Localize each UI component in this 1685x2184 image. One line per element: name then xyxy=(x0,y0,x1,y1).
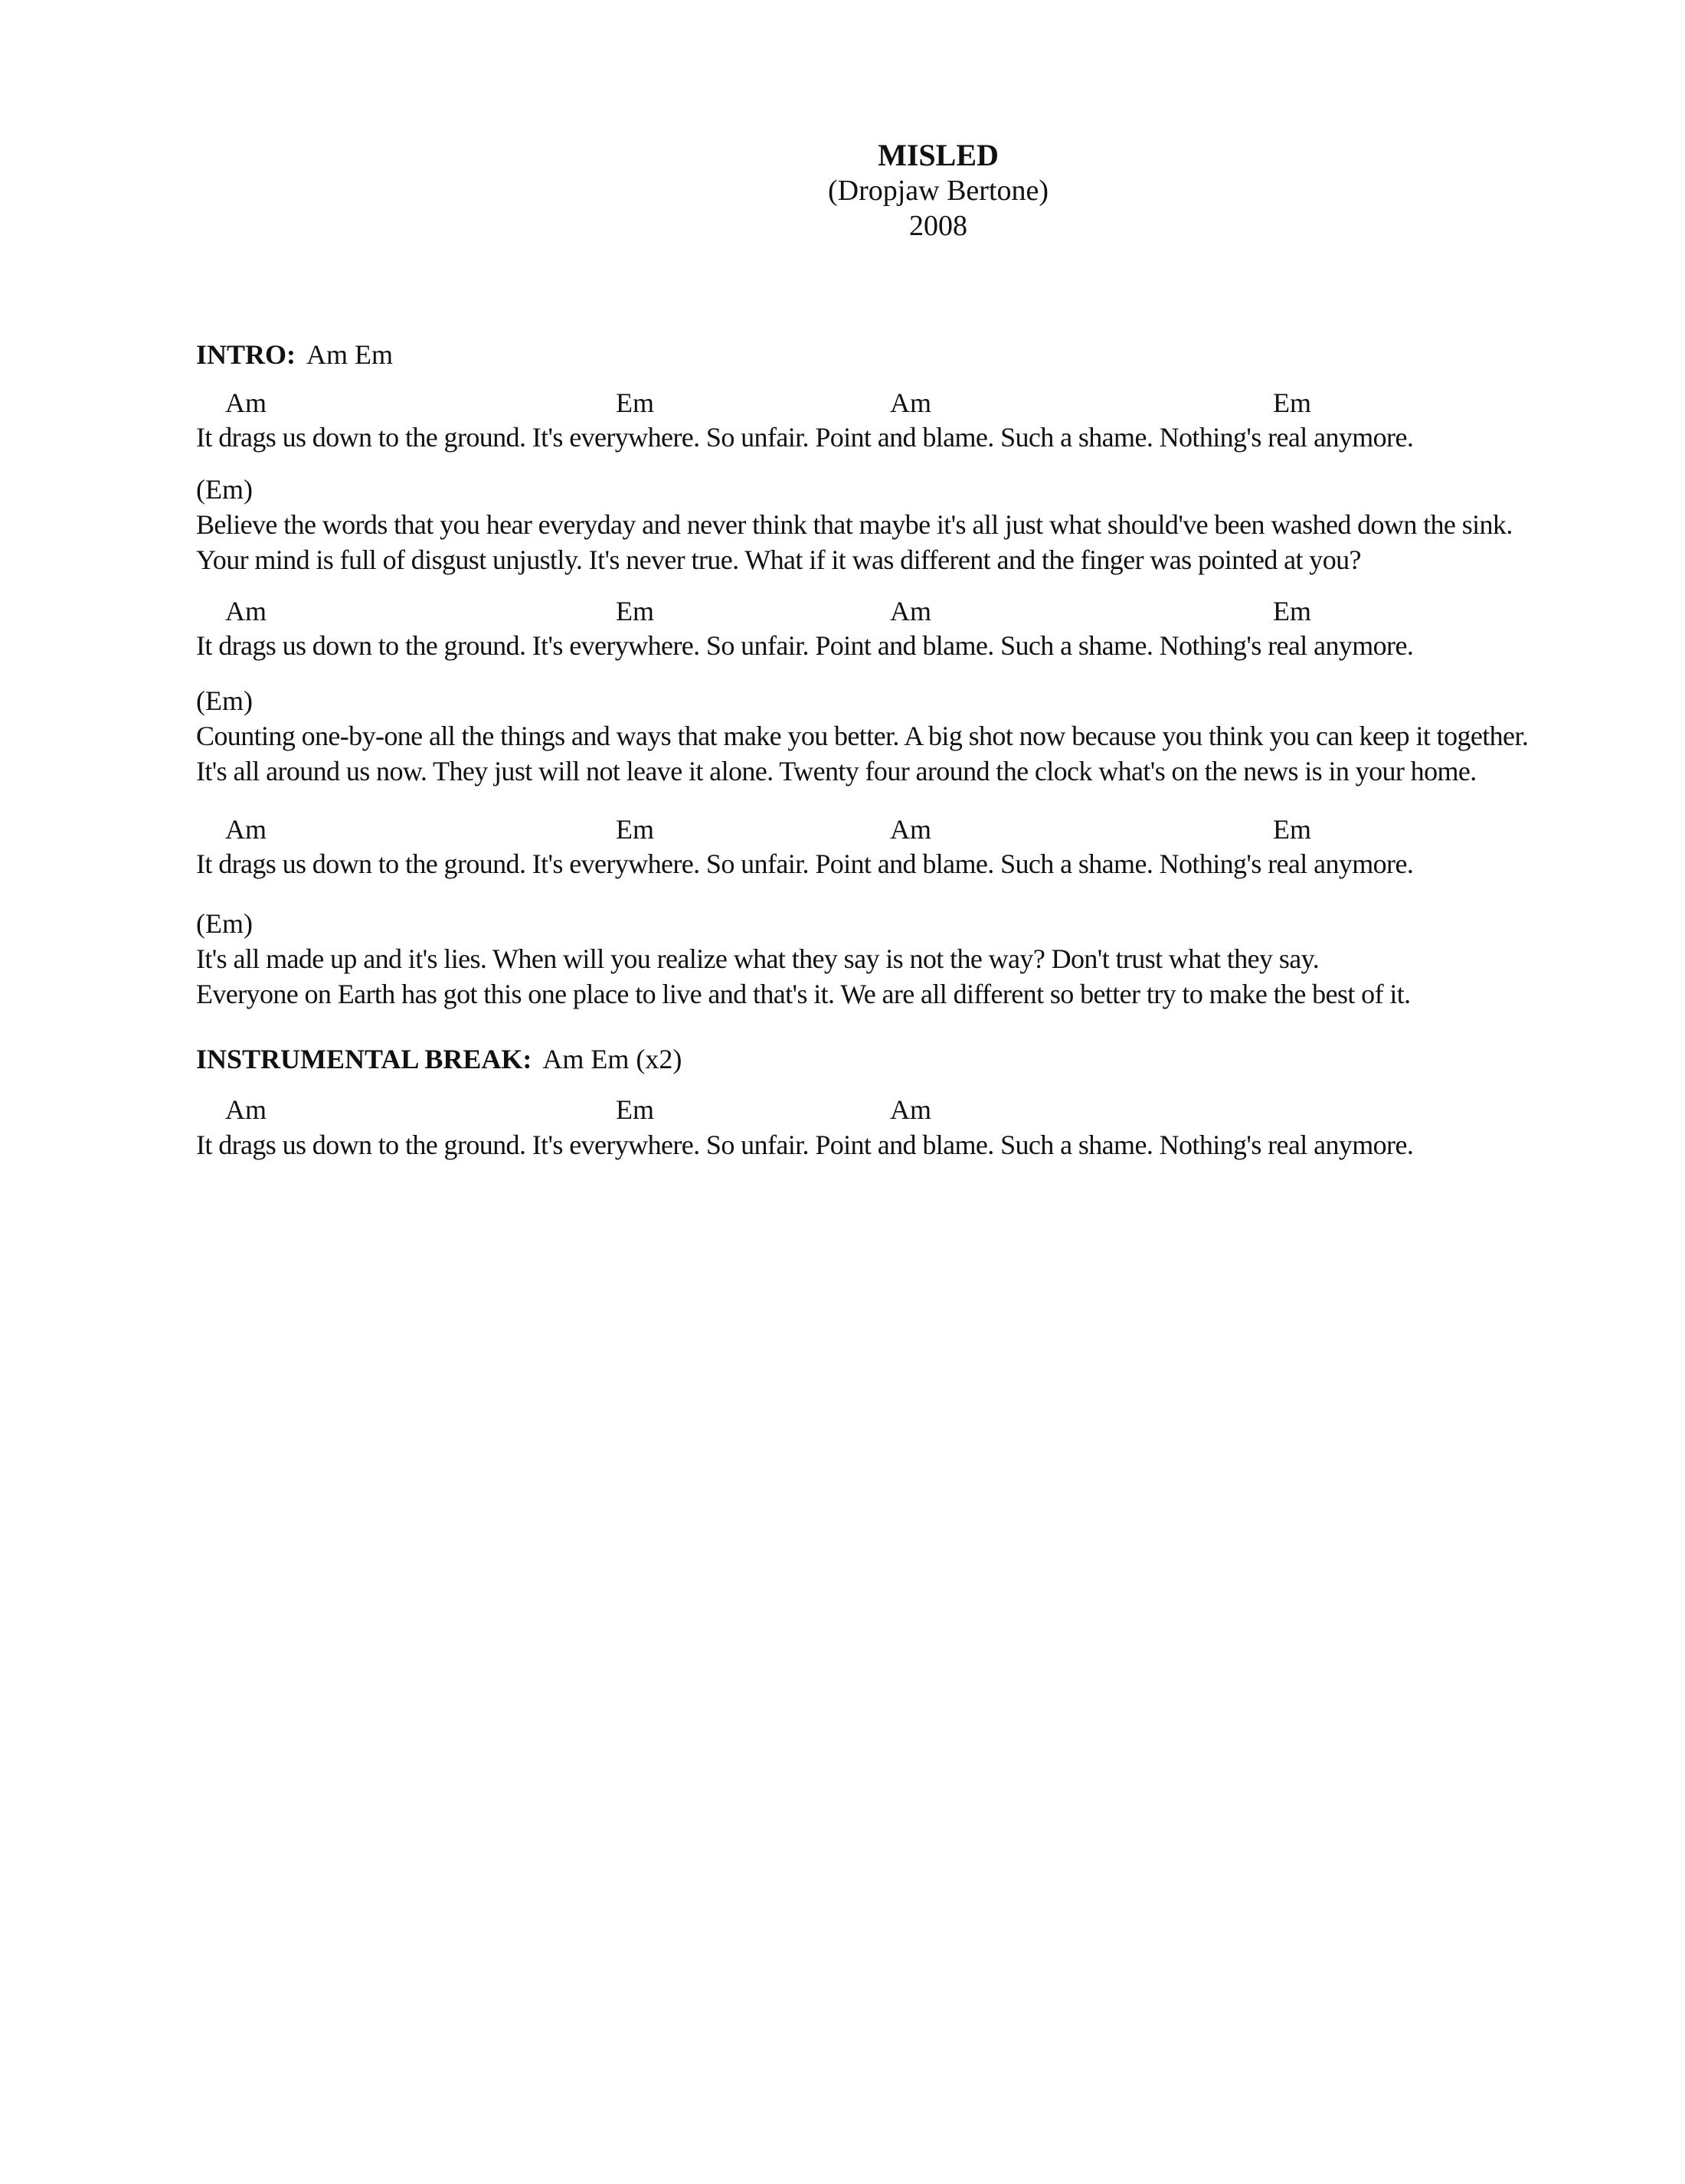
chorus-chord-row xyxy=(196,593,1674,629)
chord: Am xyxy=(225,596,267,626)
verse-lyric-line: It's all made up and it's lies. When will you realize what they say is not the way? Don't trust what they say. xyxy=(196,943,1320,974)
verse-lyric-line: Everyone on Earth has got this one place to live and that's it. We are all different so better try to make the best of it. xyxy=(196,979,1411,1009)
intro-line xyxy=(196,337,393,372)
verse-lyric-line: Your mind is full of disgust unjustly. It's never true. What if it was different and the finger was pointed at you? xyxy=(196,544,1361,575)
chord: Am xyxy=(890,387,931,418)
chorus-lyric: It drags us down to the ground. It's everywhere. So unfair. Point and blame. Such a shame. Nothing's real anymore. xyxy=(196,422,1414,453)
chord: Em xyxy=(616,596,654,626)
instrumental-line xyxy=(196,1041,682,1077)
chord: Am xyxy=(225,814,267,845)
chord: Em xyxy=(616,814,654,845)
song-header xyxy=(0,138,1685,244)
verse-chord: (Em) xyxy=(196,685,253,716)
verse-lyric-line: Believe the words that you hear everyday and never think that maybe it's all just what should've been washed down the sink. xyxy=(196,509,1513,540)
chord: Am xyxy=(890,1094,931,1125)
chorus-lyric: It drags us down to the ground. It's everywhere. So unfair. Point and blame. Such a shame. Nothing's real anymore. xyxy=(196,848,1414,879)
chord: Em xyxy=(616,387,654,418)
intro-chords: Am Em xyxy=(306,339,394,370)
song-year: 2008 xyxy=(909,210,967,242)
chord: Am xyxy=(225,387,267,418)
chord: Am xyxy=(890,596,931,626)
instrumental-label: INSTRUMENTAL BREAK: xyxy=(196,1044,532,1074)
chorus-chord-row xyxy=(196,1092,1674,1127)
chord: Em xyxy=(1273,596,1311,626)
verse-lyric-line: Counting one-by-one all the things and ways that make you better. A big shot now because you think you can keep it together. xyxy=(196,721,1529,751)
chorus-lyric: It drags us down to the ground. It's everywhere. So unfair. Point and blame. Such a shame. Nothing's real anymore. xyxy=(196,1130,1414,1160)
song-title: MISLED xyxy=(878,138,999,172)
instrumental-chords: Am Em (x2) xyxy=(542,1044,682,1074)
chord: Am xyxy=(890,814,931,845)
chorus-chord-row xyxy=(196,812,1674,847)
intro-label: INTRO: xyxy=(196,339,296,370)
verse-lyric-line: It's all around us now. They just will not leave it alone. Twenty four around the clock what's on the news is in your home. xyxy=(196,756,1477,786)
chorus-lyric: It drags us down to the ground. It's everywhere. So unfair. Point and blame. Such a shame. Nothing's real anymore. xyxy=(196,630,1414,661)
verse-chord: (Em) xyxy=(196,474,253,505)
chord: Em xyxy=(1273,387,1311,418)
verse-chord: (Em) xyxy=(196,908,253,939)
song-artist: (Dropjaw Bertone) xyxy=(827,175,1049,207)
chord: Am xyxy=(225,1094,267,1125)
chord: Em xyxy=(616,1094,654,1125)
chord: Em xyxy=(1273,814,1311,845)
chorus-chord-row xyxy=(196,385,1674,420)
